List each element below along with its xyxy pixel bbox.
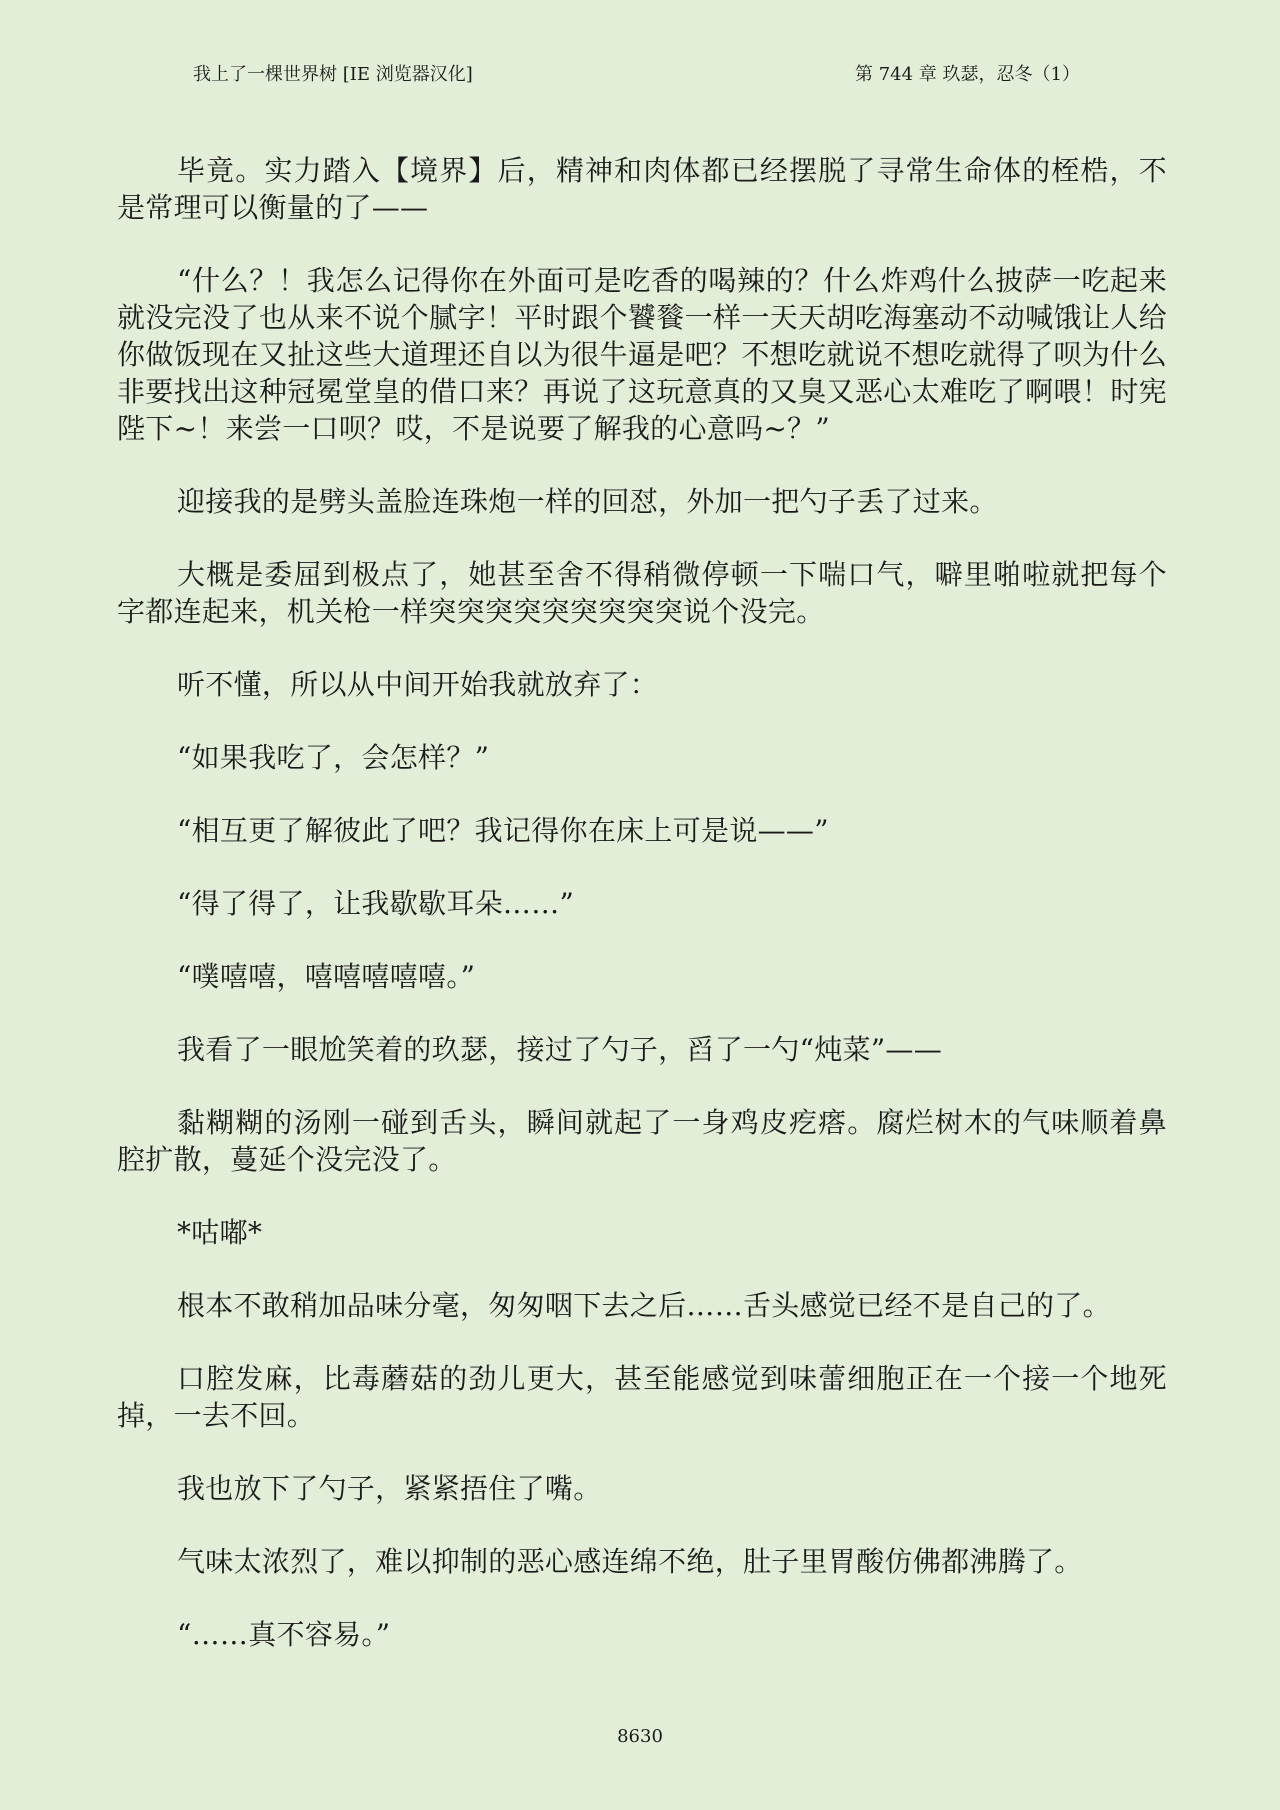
paragraph: 口腔发麻，比毒蘑菇的劲儿更大，甚至能感觉到味蕾细胞正在一个接一个地死掉，一去不回。 — [117, 1362, 1167, 1432]
chapter-title: 第 744 章 玖瑟，忍冬（1） — [855, 64, 1080, 85]
paragraph: 根本不敢稍加品味分毫，匆匆咽下去之后……舌头感觉已经不是自己的了。 — [177, 1289, 1111, 1322]
page-number: 8630 — [617, 1726, 663, 1747]
paragraph: 迎接我的是劈头盖脸连珠炮一样的回怼，外加一把勺子丢了过来。 — [177, 485, 998, 518]
chapter-body — [117, 152, 1167, 1689]
paragraph: 毕竟。实力踏入【境界】后，精神和肉体都已经摆脱了寻常生命体的桎梏，不是常理可以衡量的了—— — [117, 154, 1167, 224]
paragraph: 黏糊糊的汤刚一碰到舌头，瞬间就起了一身鸡皮疙瘩。腐烂树木的气味顺着鼻腔扩散，蔓延个没完没了。 — [117, 1106, 1167, 1176]
paragraph: “如果我吃了，会怎样？” — [177, 741, 490, 774]
paragraph: “得了得了，让我歇歇耳朵……” — [177, 887, 575, 920]
paragraph: *咕嘟* — [177, 1216, 263, 1249]
paragraph: 大概是委屈到极点了，她甚至舍不得稍微停顿一下喘口气，噼里啪啦就把每个字都连起来，机关枪一样突突突突突突突突突说个没完。 — [117, 558, 1167, 628]
paragraph: “什么？！我怎么记得你在外面可是吃香的喝辣的？什么炸鸡什么披萨一吃起来就没完没了也从来不说个腻字！平时跟个饕餮一样一天天胡吃海塞动不动喊饿让人给你做饭现在又扯这些大道理还自以为很牛逼是吧？不想吃就说不想吃就得了呗为什么非要找出这种冠冕堂皇的借口来？再说了这玩意真的又臭又恶心太难吃了啊喂！时宪陛下~！来尝一口呗？哎，不是说要了解我的心意吗~？” — [117, 264, 1167, 445]
paragraph: 我看了一眼尬笑着的玖瑟，接过了勺子，舀了一勺“炖菜”—— — [177, 1033, 943, 1066]
paragraph: “……真不容易。” — [177, 1618, 391, 1651]
paragraph: “相互更了解彼此了吧？我记得你在床上可是说——” — [177, 814, 829, 847]
paragraph: “噗嘻嘻，嘻嘻嘻嘻嘻。” — [177, 960, 476, 993]
paragraph: 气味太浓烈了，难以抑制的恶心感连绵不绝，肚子里胃酸仿佛都沸腾了。 — [177, 1545, 1083, 1578]
page-header — [0, 60, 1280, 90]
paragraph: 我也放下了勺子，紧紧捂住了嘴。 — [177, 1472, 602, 1505]
book-title: 我上了一棵世界树 [IE 浏览器汉化] — [193, 64, 473, 85]
paragraph: 听不懂，所以从中间开始我就放弃了： — [177, 668, 659, 701]
